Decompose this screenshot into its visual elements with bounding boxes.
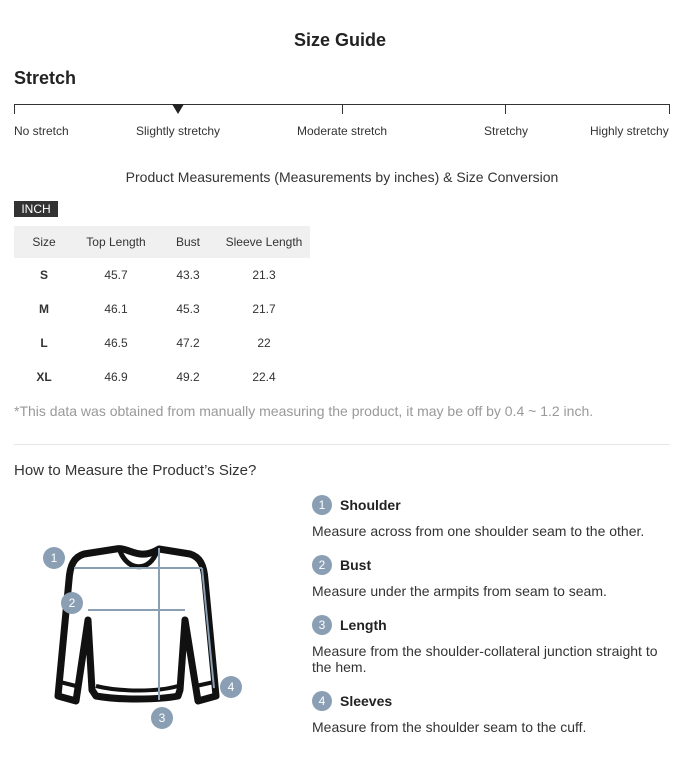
diagram-badge-shoulder: 1 (43, 547, 65, 569)
stretch-heading: Stretch (14, 68, 77, 88)
step-number-badge: 2 (312, 555, 332, 575)
sleeve-length-cell: 22 (257, 336, 271, 350)
column-header: Sleeve Length (218, 226, 310, 258)
step-number-badge: 3 (312, 615, 332, 635)
top-length-cell: 46.9 (104, 370, 128, 384)
sleeve-length-cell: 22.4 (252, 370, 276, 384)
stretch-level-label: Moderate stretch (297, 124, 388, 138)
table-row (14, 258, 310, 292)
step-title: Shoulder (340, 497, 401, 513)
size-cell: M (39, 302, 49, 316)
bust-cell: 49.2 (176, 370, 200, 384)
size-cell: S (39, 268, 48, 282)
step-description: Measure under the armpits from seam to seam. (312, 583, 607, 599)
table-row (14, 326, 310, 360)
measurements-title: Product Measurements (Measurements by inches) & Size Conversion (125, 169, 559, 185)
stretch-level-label: Highly stretchy (590, 124, 669, 138)
stretch-selected-marker-icon (172, 104, 184, 114)
sleeve-length-cell: 21.7 (252, 302, 276, 316)
step-title: Sleeves (340, 693, 393, 709)
sweater-icon (40, 540, 250, 735)
step-description: Measure from the shoulder-collateral junction straight to the hem. (312, 643, 658, 675)
size-cell: L (40, 336, 48, 350)
size-table (14, 226, 310, 394)
step-number-badge: 1 (312, 495, 332, 515)
stretch-level-label: Stretchy (484, 124, 529, 138)
top-length-cell: 45.7 (104, 268, 128, 282)
stretch-tick (669, 104, 670, 114)
step-title: Length (340, 617, 387, 633)
how-to-heading: How to Measure the Product’s Size? (14, 462, 257, 479)
table-row (14, 292, 310, 326)
step-title: Bust (340, 557, 372, 573)
diagram-badge-sleeves: 4 (220, 676, 242, 698)
measurement-note: *This data was obtained from manually measuring the product, it may be off by 0.4 ~ 1.2 inch. (14, 403, 594, 419)
stretch-tick (14, 104, 15, 114)
column-header: Size (14, 226, 74, 258)
sleeve-length-cell: 21.3 (252, 268, 276, 282)
step-description: Measure from the shoulder seam to the cuff. (312, 719, 587, 735)
sweater-diagram (40, 540, 250, 735)
table-row (14, 360, 310, 394)
bust-cell: 45.3 (176, 302, 200, 316)
step-description: Measure across from one shoulder seam to the other. (312, 523, 645, 539)
diagram-badge-bust: 2 (61, 592, 83, 614)
diagram-badge-length: 3 (151, 707, 173, 729)
top-length-cell: 46.1 (104, 302, 128, 316)
table-header-row (14, 226, 310, 258)
stretch-tick (505, 104, 506, 114)
stretch-tick (342, 104, 343, 114)
stretch-level-label: No stretch (14, 124, 69, 138)
size-cell: XL (36, 370, 52, 384)
step-number-badge: 4 (312, 691, 332, 711)
stretch-level-label: Slightly stretchy (136, 124, 221, 138)
page-title: Size Guide (293, 30, 387, 50)
section-divider (14, 444, 670, 445)
bust-cell: 43.3 (176, 268, 200, 282)
top-length-cell: 46.5 (104, 336, 128, 350)
bust-cell: 47.2 (176, 336, 200, 350)
unit-badge: INCH (14, 201, 58, 217)
column-header: Bust (158, 226, 218, 258)
column-header: Top Length (74, 226, 158, 258)
